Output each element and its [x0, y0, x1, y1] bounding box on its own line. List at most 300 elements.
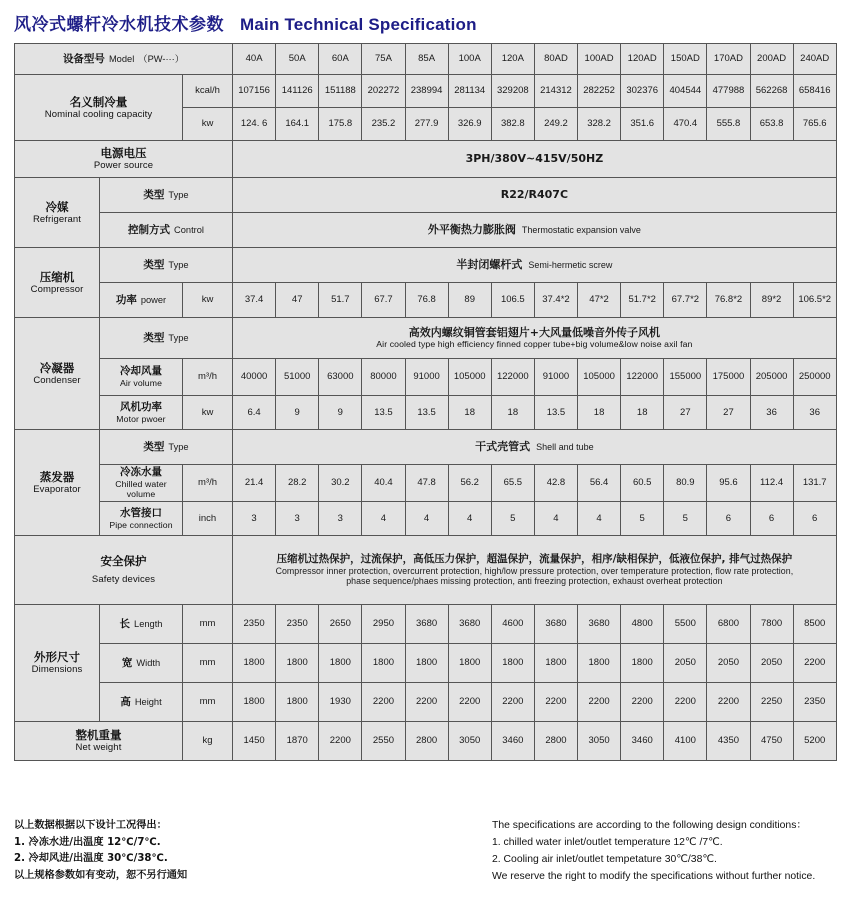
- data-cell: [405, 644, 448, 683]
- row-label-evaporator: [15, 430, 100, 536]
- sub-label-compressor-type: [100, 248, 233, 283]
- data-cell: [276, 605, 319, 644]
- sub-label-en: Width: [136, 657, 161, 668]
- data-cell-text: 2050: [717, 657, 740, 669]
- data-cell: [319, 283, 362, 318]
- data-cell-text: 1800: [502, 657, 524, 669]
- data-cell-text: 40.4: [374, 477, 393, 489]
- data-cell-text: 235.2: [371, 118, 396, 130]
- data-cell-text: 2200: [674, 696, 696, 708]
- data-cell: [664, 502, 707, 536]
- model-column-header-text: 240AD: [800, 53, 830, 65]
- data-cell: [621, 75, 664, 108]
- data-cell-text: 18: [507, 406, 519, 418]
- data-cell-text: 9: [294, 406, 300, 418]
- data-cell-text: 1800: [286, 657, 308, 669]
- model-column-header: [491, 44, 534, 75]
- merged-value-cn: 半封闭螺杆式: [456, 258, 523, 272]
- condenser-type-cn: 高效内螺纹铜管套铝翅片+大风量低噪音外传子风机: [408, 325, 660, 339]
- data-cell: [793, 283, 836, 318]
- data-cell: [707, 683, 750, 722]
- data-cell: [750, 359, 793, 396]
- data-cell-text: 67.7*2: [671, 294, 700, 306]
- data-cell: [362, 683, 405, 722]
- data-cell: [405, 502, 448, 536]
- data-cell: [362, 108, 405, 141]
- sub-label-cn: 宽: [121, 656, 133, 669]
- sub-label-refrigerant-type: [100, 178, 233, 213]
- model-column-header: [276, 44, 319, 75]
- data-cell-text: 6: [768, 512, 775, 524]
- row-label-dimensions: [15, 605, 100, 722]
- data-cell: [491, 502, 534, 536]
- sub-label-cn: 冷冻水量: [120, 465, 162, 478]
- data-cell-text: 2200: [502, 696, 524, 708]
- data-cell: [534, 605, 577, 644]
- label-cn: 外形尺寸: [34, 650, 80, 665]
- data-cell: [491, 644, 534, 683]
- data-cell-text: 131.7: [802, 477, 827, 489]
- data-cell: [578, 722, 621, 761]
- data-cell: [578, 359, 621, 396]
- model-column-header: [793, 44, 836, 75]
- data-cell-text: 5: [639, 512, 645, 524]
- data-cell: [621, 359, 664, 396]
- table-row-compressor-power: [15, 283, 837, 318]
- data-cell: [491, 396, 534, 430]
- data-cell: [405, 359, 448, 396]
- data-cell: [233, 683, 276, 722]
- row-label-safety-devices: [15, 536, 233, 605]
- table-row-refrigerant-control: [15, 213, 837, 248]
- label-cn: 冷凝器: [39, 360, 75, 375]
- table-row-refrigerant-type: [15, 178, 837, 213]
- unit-dimension: [183, 605, 233, 644]
- model-column-header-text: 40A: [245, 53, 263, 65]
- sub-label-dimension: [100, 683, 183, 722]
- data-cell: [534, 359, 577, 396]
- footer-en-line: 1. chilled water inlet/outlet temperature 12℃ /7℃.: [492, 836, 723, 848]
- model-column-header: [534, 44, 577, 75]
- data-cell: [276, 722, 319, 761]
- data-cell: [621, 683, 664, 722]
- data-cell-text: 40000: [240, 371, 268, 383]
- data-cell-text: 765.6: [802, 118, 827, 130]
- merged-value-en: Thermostatic expansion valve: [521, 225, 641, 236]
- sub-label-chilled-water: [100, 465, 183, 502]
- unit-motor-power-text: kw: [201, 406, 214, 418]
- data-cell-text: 4800: [631, 618, 653, 630]
- model-column-header: [621, 44, 664, 75]
- sub-label-cn: 类型: [143, 440, 165, 453]
- data-cell: [405, 283, 448, 318]
- data-cell: [664, 722, 707, 761]
- row-label-compressor: [15, 248, 100, 318]
- data-cell: [362, 644, 405, 683]
- unit-chilled-water: [183, 465, 233, 502]
- data-cell-text: 4: [467, 512, 473, 524]
- data-cell-text: 2200: [631, 696, 653, 708]
- data-cell: [233, 396, 276, 430]
- data-cell-text: 6: [725, 512, 732, 524]
- data-cell-text: 36: [766, 406, 777, 418]
- data-cell: [448, 359, 491, 396]
- data-cell-text: 2050: [761, 657, 783, 669]
- data-cell: [276, 502, 319, 536]
- safety-text-cn: 压缩机过热保护，过流保护，高低压力保护，超温保护，流量保护，相序/缺相保护，低液位保护, 排气过热保护: [276, 552, 793, 565]
- merged-value-cn: 干式壳管式: [475, 440, 531, 454]
- sub-label-cn: 类型: [143, 258, 165, 271]
- data-cell-text: 27: [680, 406, 691, 418]
- label-cn: 名义制冷量: [69, 94, 128, 109]
- data-cell-text: 27: [723, 406, 734, 418]
- data-cell-text: 2550: [372, 735, 395, 747]
- data-cell: [276, 75, 319, 108]
- data-cell: [664, 605, 707, 644]
- model-column-header: [233, 44, 276, 75]
- table-row-dimension-height: [15, 683, 837, 722]
- model-column-header: [319, 44, 362, 75]
- sub-label-condenser-type: [100, 318, 233, 359]
- unit-dimension-text: mm: [199, 696, 216, 708]
- data-cell: [750, 75, 793, 108]
- table-row-compressor-type: [15, 248, 837, 283]
- sub-label-compressor-power: [100, 283, 183, 318]
- data-cell: [319, 722, 362, 761]
- data-cell-text: 42.8: [546, 477, 566, 489]
- page-title-cn: 风冷式螺杆冷水机技术参数: [14, 15, 224, 35]
- label-cn: 整机重量: [75, 728, 122, 743]
- data-cell: [233, 283, 276, 318]
- data-cell: [319, 75, 362, 108]
- data-cell-text: 282252: [583, 85, 615, 97]
- data-cell-text: 4: [553, 512, 559, 524]
- unit-dimension-text: mm: [199, 657, 216, 669]
- data-cell-text: 5500: [674, 618, 696, 630]
- data-cell: [362, 75, 405, 108]
- data-cell-text: 175.8: [328, 118, 353, 130]
- data-cell-text: 175000: [712, 371, 745, 383]
- table-row-power-source: [15, 141, 837, 178]
- data-cell-text: 30.2: [331, 477, 350, 489]
- data-cell-text: 2200: [459, 696, 481, 708]
- data-cell-text: 5200: [804, 735, 826, 747]
- data-cell-text: 37.4*2: [542, 294, 570, 306]
- unit-net-weight-text: kg: [202, 735, 213, 747]
- footer-cn-line: 2. 冷却风进/出温度 30℃/38℃.: [14, 853, 168, 865]
- data-cell-text: 302376: [626, 85, 659, 97]
- data-cell: [405, 465, 448, 502]
- sub-label-cn: 长: [119, 617, 131, 630]
- model-column-header-text: 60A: [331, 53, 349, 65]
- data-cell-text: 2350: [804, 696, 826, 708]
- data-cell: [707, 605, 750, 644]
- condenser-type-en: Air cooled type high efficiency finned copper tube+big volume&low noise axil fan: [376, 339, 693, 350]
- table-row-dimension-width: [15, 644, 837, 683]
- model-column-header-text: 85A: [418, 53, 436, 65]
- data-cell: [233, 722, 276, 761]
- table-row-condenser-air-volume: [15, 359, 837, 396]
- data-cell: [319, 396, 362, 430]
- data-cell: [578, 465, 621, 502]
- model-label-cn: 设备型号: [62, 52, 105, 65]
- data-cell: [276, 644, 319, 683]
- model-column-header-text: 120A: [501, 53, 524, 65]
- unit-kcal: [183, 75, 233, 108]
- unit-air-volume: [183, 359, 233, 396]
- data-cell-text: 214312: [540, 85, 572, 97]
- data-cell-text: 1450: [243, 735, 265, 747]
- data-cell: [491, 359, 534, 396]
- data-cell-text: 5: [682, 512, 688, 524]
- data-cell-text: 6: [812, 512, 818, 524]
- model-column-header-text: 200AD: [757, 53, 787, 65]
- data-cell: [707, 396, 750, 430]
- data-cell-text: 89*2: [761, 294, 782, 306]
- model-column-header: [750, 44, 793, 75]
- power-source-value: [233, 141, 837, 178]
- sub-label-refrigerant-control: [100, 213, 233, 248]
- data-cell: [707, 465, 750, 502]
- data-cell-text: 91000: [542, 371, 570, 383]
- data-cell-text: 124. 6: [240, 118, 268, 130]
- footer-notes: [0, 818, 850, 885]
- data-cell: [664, 108, 707, 141]
- data-cell: [233, 465, 276, 502]
- table-row-condenser-type: [15, 318, 837, 359]
- data-cell: [448, 75, 491, 108]
- data-cell: [793, 722, 836, 761]
- data-cell-text: 1800: [631, 657, 653, 669]
- data-cell-text: 106.5*2: [798, 294, 832, 306]
- data-cell: [750, 683, 793, 722]
- data-cell: [621, 465, 664, 502]
- data-cell: [750, 644, 793, 683]
- table-body: [15, 44, 837, 761]
- data-cell: [276, 283, 319, 318]
- sub-label-en: Type: [168, 189, 189, 200]
- condenser-type-value: [233, 318, 837, 359]
- data-cell: [405, 683, 448, 722]
- label-cn: 蒸发器: [39, 469, 75, 484]
- unit-compressor-power: [183, 283, 233, 318]
- data-cell: [664, 396, 707, 430]
- table-row-model: [15, 44, 837, 75]
- label-en: Power source: [93, 160, 154, 172]
- footer-notes-cn: [0, 818, 480, 885]
- row-label-cooling-capacity: [15, 75, 183, 141]
- data-cell: [578, 683, 621, 722]
- label-cn: 电源电压: [100, 146, 147, 161]
- data-cell: [319, 644, 362, 683]
- data-cell-text: 13.5: [546, 406, 566, 418]
- model-column-header: [664, 44, 707, 75]
- data-cell: [621, 396, 664, 430]
- data-cell: [578, 75, 621, 108]
- sub-label-en: Motor pwoer: [116, 413, 166, 424]
- data-cell: [233, 359, 276, 396]
- data-cell: [405, 396, 448, 430]
- data-cell: [534, 108, 577, 141]
- data-cell-text: 105000: [583, 371, 615, 383]
- merged-value-en: Shell and tube: [536, 442, 594, 453]
- data-cell-text: 1870: [286, 735, 308, 747]
- model-column-header-text: 100AD: [584, 53, 614, 65]
- unit-pipe-connection: [183, 502, 233, 536]
- data-cell: [621, 644, 664, 683]
- power-source-text: 3PH/380V~415V/50HZ: [465, 152, 604, 166]
- data-cell-text: 3460: [502, 735, 524, 747]
- data-cell: [405, 722, 448, 761]
- sub-label-dimension: [100, 644, 183, 683]
- model-column-header-text: 50A: [288, 53, 306, 65]
- sub-label-en: Air volume: [119, 378, 163, 389]
- data-cell: [276, 396, 319, 430]
- unit-dimension: [183, 644, 233, 683]
- data-cell-text: 238994: [410, 85, 443, 97]
- label-en: Net weight: [75, 742, 122, 754]
- sub-label-cn: 高: [120, 695, 131, 708]
- data-cell-text: 141126: [281, 85, 313, 97]
- data-cell-text: 3680: [416, 618, 438, 630]
- data-cell: [362, 605, 405, 644]
- data-cell-text: 95.6: [719, 477, 738, 489]
- data-cell-text: 2200: [545, 696, 567, 708]
- evaporator-type-value: [233, 430, 837, 465]
- data-cell-text: 8500: [804, 618, 826, 630]
- data-cell: [578, 396, 621, 430]
- data-cell-text: 1800: [243, 696, 265, 708]
- merged-value-en: Semi-hermetic screw: [528, 260, 613, 271]
- data-cell: [319, 605, 362, 644]
- data-cell-text: 2200: [717, 696, 740, 708]
- model-label-en: Model: [108, 53, 135, 64]
- data-cell-text: 4: [596, 512, 602, 524]
- data-cell-text: 151188: [324, 85, 356, 97]
- model-column-header: [707, 44, 750, 75]
- data-cell-text: 3680: [545, 618, 567, 630]
- data-cell-text: 3: [251, 512, 257, 524]
- model-column-header-text: 75A: [375, 53, 392, 65]
- data-cell: [448, 683, 491, 722]
- data-cell: [621, 502, 664, 536]
- data-cell-text: 2650: [329, 618, 351, 630]
- table-row-net-weight: [15, 722, 837, 761]
- data-cell-text: 1800: [243, 657, 265, 669]
- unit-kw: [183, 108, 233, 141]
- sub-label-en: Type: [168, 332, 189, 343]
- data-cell-text: 56.2: [460, 477, 479, 489]
- unit-chilled-water-text: m³/h: [198, 477, 217, 489]
- data-cell-text: 36: [809, 406, 820, 418]
- data-cell: [793, 605, 836, 644]
- data-cell-text: 76.8*2: [714, 294, 743, 306]
- footer-en-line: The specifications are according to the following design conditions：: [492, 820, 807, 831]
- unit-net-weight: [183, 722, 233, 761]
- data-cell: [534, 396, 577, 430]
- model-header-label: [15, 44, 233, 75]
- data-cell-text: 1800: [329, 657, 351, 669]
- data-cell: [362, 502, 405, 536]
- sub-label-en: Height: [134, 696, 162, 707]
- data-cell-text: 2200: [329, 735, 351, 747]
- data-cell-text: 250000: [798, 371, 831, 383]
- data-cell-text: 3460: [631, 735, 653, 747]
- data-cell-text: 1800: [286, 696, 308, 708]
- data-cell-text: 51.7: [331, 294, 350, 306]
- data-cell: [750, 605, 793, 644]
- data-cell: [750, 396, 793, 430]
- page-title: [0, 0, 850, 43]
- label-en: Refrigerant: [32, 213, 82, 225]
- data-cell: [621, 108, 664, 141]
- data-cell: [233, 75, 276, 108]
- data-cell: [362, 465, 405, 502]
- table-row-cooling-kcal: [15, 75, 837, 108]
- data-cell: [319, 683, 362, 722]
- data-cell-text: 2350: [286, 618, 308, 630]
- data-cell-text: 9: [337, 406, 343, 418]
- data-cell-text: 105000: [453, 371, 486, 383]
- data-cell: [534, 283, 577, 318]
- sub-label-cn: 控制方式: [128, 223, 171, 236]
- data-cell-text: 658416: [798, 85, 831, 97]
- model-label-suffix: （PW-···）: [138, 53, 185, 64]
- table-row-condenser-motor-power: [15, 396, 837, 430]
- data-cell-text: 63000: [327, 371, 354, 383]
- data-cell-text: 2200: [588, 696, 610, 708]
- data-cell-text: 37.4: [244, 294, 264, 306]
- data-cell-text: 6.4: [247, 406, 261, 418]
- data-cell-text: 4350: [717, 735, 740, 747]
- data-cell: [491, 465, 534, 502]
- refrigerant-type-value: [233, 178, 837, 213]
- footer-cn-line: 以上规格参数如有变动，恕不另行通知: [14, 869, 188, 881]
- sub-label-cn: 冷却风量: [120, 365, 162, 378]
- data-cell-text: 91000: [413, 371, 440, 383]
- unit-kcal-text: kcal/h: [195, 85, 220, 97]
- row-label-power-source: [15, 141, 233, 178]
- data-cell: [534, 644, 577, 683]
- data-cell-text: 382.8: [500, 118, 525, 130]
- data-cell-text: 80000: [370, 371, 397, 383]
- data-cell: [534, 722, 577, 761]
- unit-kw-text: kw: [201, 118, 214, 130]
- safety-text-en-1: Compressor inner protection, overcurrent protection, high/low pressure protection, over temperature protection, flow rate protection,: [275, 565, 794, 576]
- data-cell-text: 1800: [372, 657, 395, 669]
- data-cell-text: 56.4: [589, 477, 609, 489]
- data-cell: [491, 722, 534, 761]
- model-column-header: [405, 44, 448, 75]
- data-cell: [707, 283, 750, 318]
- sub-label-pipe-connection: [100, 502, 183, 536]
- sub-label-cn: 水管接口: [120, 506, 162, 519]
- data-cell: [707, 359, 750, 396]
- data-cell-text: 3680: [459, 618, 481, 630]
- label-en: Compressor: [30, 283, 84, 295]
- data-cell-text: 3680: [588, 618, 610, 630]
- data-cell-text: 2350: [243, 618, 265, 630]
- data-cell: [707, 722, 750, 761]
- row-label-net-weight: [15, 722, 183, 761]
- specification-table: [14, 43, 837, 761]
- data-cell: [793, 359, 836, 396]
- data-cell-text: 3: [294, 512, 300, 524]
- data-cell: [578, 108, 621, 141]
- data-cell: [707, 108, 750, 141]
- data-cell: [448, 502, 491, 536]
- data-cell: [664, 359, 707, 396]
